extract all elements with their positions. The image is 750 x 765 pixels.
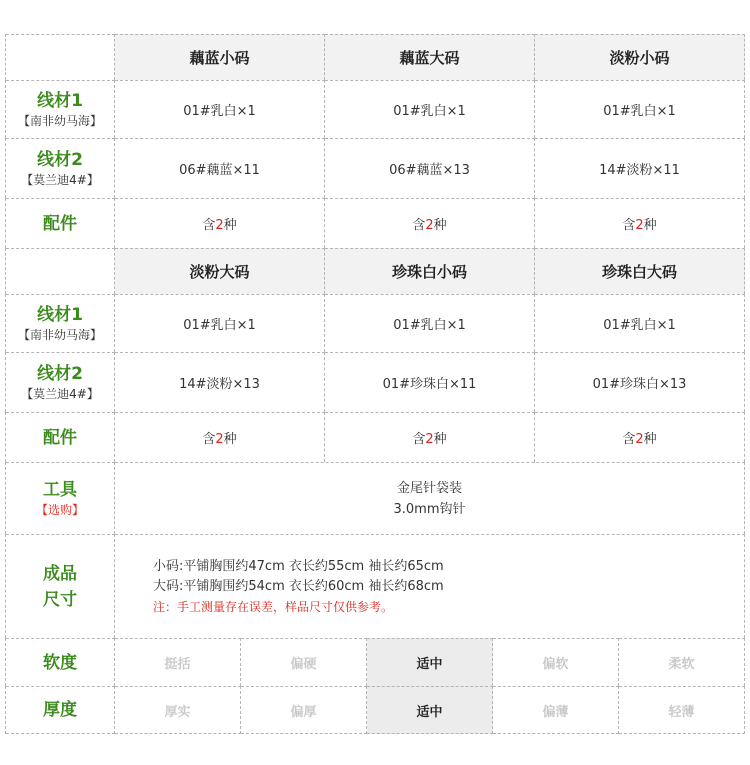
value-cell: 14#淡粉×13 [115,352,325,412]
row-label-sub: 【南非幼马海】 [17,113,102,128]
header-cell: 珍珠白小码 [325,248,535,294]
value-cell: 01#乳白×1 [535,80,745,138]
row-label-title: 尺寸 [43,589,77,610]
size-row [5,534,745,638]
row-label-sub: 【莫兰迪4#】 [21,172,99,187]
header-cell: 珍珠白大码 [535,248,745,294]
row-label [6,412,115,462]
group1-yarn1-row [5,80,745,138]
tools-row [5,462,745,534]
header-cell: 淡粉小码 [535,34,745,80]
group2-yarn1-row [5,294,745,352]
accessory-cell: 含2种 [115,198,325,248]
row-label-title: 线材2 [37,363,83,384]
thickness-option: 偏薄 [493,686,619,734]
row-label-title: 软度 [43,652,77,673]
thickness-option: 厚实 [115,686,241,734]
size-small: 小码:平铺胸围约47cm 衣长约55cm 袖长约65cm [153,558,444,574]
softness-option: 偏软 [493,638,619,686]
size-cell [115,534,745,638]
softness-option: 挺括 [115,638,241,686]
row-label-title: 配件 [43,213,77,234]
group2-accessory-row [5,412,745,462]
row-label-title: 工具 [43,479,77,500]
row-label-title: 配件 [43,427,77,448]
softness-option: 偏硬 [241,638,367,686]
row-label-title: 成品 [43,563,77,584]
row-label [6,638,115,686]
row-label [6,352,115,412]
row-label [6,462,115,534]
row-label-sub: 【莫兰迪4#】 [21,386,99,401]
softness-row [5,638,745,686]
accessory-cell: 含2种 [325,412,535,462]
accessory-cell: 含2种 [535,198,745,248]
value-cell: 06#藕蓝×13 [325,138,535,198]
header-cell: 藕蓝大码 [325,34,535,80]
value-cell: 01#乳白×1 [115,294,325,352]
row-label [6,686,115,734]
value-cell: 06#藕蓝×11 [115,138,325,198]
accessory-cell: 含2种 [325,198,535,248]
value-cell: 01#乳白×1 [115,80,325,138]
value-cell: 01#乳白×1 [535,294,745,352]
tools-cell [115,462,745,534]
value-cell: 01#乳白×1 [325,80,535,138]
spec-table [5,34,745,734]
row-label [6,138,115,198]
row-label [6,198,115,248]
row-label [6,534,115,638]
row-label-sub: 【南非幼马海】 [17,327,102,342]
group2-header-row [5,248,745,294]
row-label-title: 线材2 [37,149,83,170]
size-large: 大码:平铺胸围约54cm 衣长约60cm 袖长约68cm [153,578,444,594]
tool-line: 3.0mm钩针 [393,501,466,517]
corner-cell [6,248,115,294]
row-label [6,80,115,138]
value-cell: 01#珍珠白×11 [325,352,535,412]
thickness-row [5,686,745,734]
row-label-title: 线材1 [37,90,83,111]
row-label [6,294,115,352]
corner-cell [6,34,115,80]
row-label-title: 厚度 [43,700,77,720]
group1-accessory-row [5,198,745,248]
group2-yarn2-row [5,352,745,412]
accessory-cell: 含2种 [535,412,745,462]
size-note: 注：手工测量存在误差，样品尺寸仅供参考。 [153,599,394,614]
thickness-option: 轻薄 [619,686,745,734]
value-cell: 01#乳白×1 [325,294,535,352]
group1-yarn2-row [5,138,745,198]
thickness-option: 偏厚 [241,686,367,734]
softness-option-selected: 适中 [367,638,493,686]
row-label-title: 线材1 [37,304,83,325]
value-cell: 01#珍珠白×13 [535,352,745,412]
row-label-sub: 【选购】 [35,502,84,517]
thickness-option-selected: 适中 [367,686,493,734]
tool-line: 金尾针袋装 [396,480,462,496]
accessory-cell: 含2种 [115,412,325,462]
header-cell: 淡粉大码 [115,248,325,294]
softness-option: 柔软 [619,638,745,686]
group1-header-row [5,34,745,80]
value-cell: 14#淡粉×11 [535,138,745,198]
header-cell: 藕蓝小码 [115,34,325,80]
